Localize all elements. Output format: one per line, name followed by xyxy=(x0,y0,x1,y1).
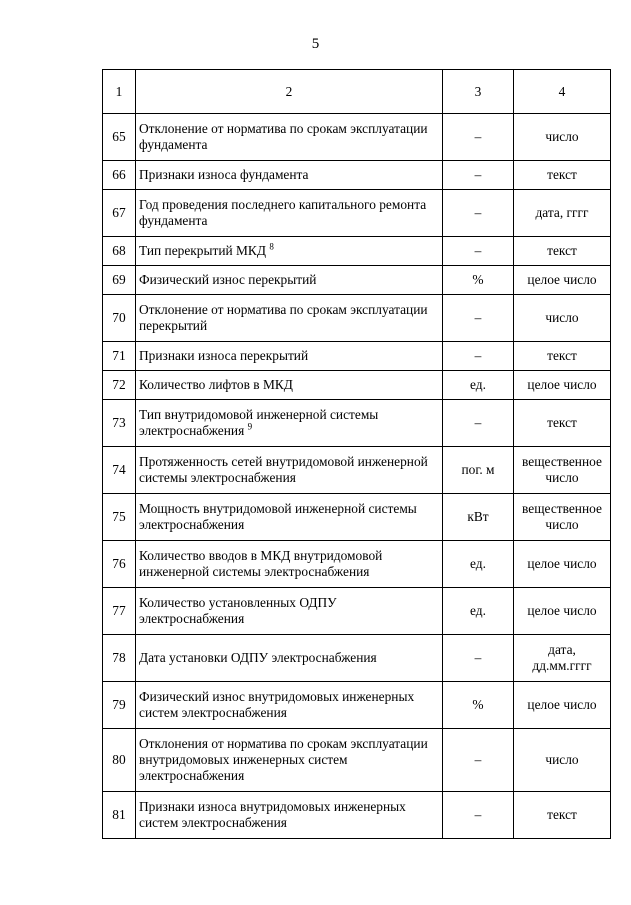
row-description: Количество лифтов в МКД xyxy=(139,377,293,392)
row-description-cell xyxy=(136,371,443,400)
row-description-cell xyxy=(136,237,443,266)
row-description-cell xyxy=(136,342,443,371)
row-description: Тип внутридомовой инженерной системы электроснабжения xyxy=(139,407,379,438)
row-unit: пог. м xyxy=(443,447,514,494)
row-number: 73 xyxy=(103,400,136,447)
table-row xyxy=(103,237,611,266)
table-row xyxy=(103,190,611,237)
row-description-cell xyxy=(136,447,443,494)
table-row xyxy=(103,447,611,494)
row-description: Физический износ внутридомовых инженерных систем электроснабжения xyxy=(139,689,415,720)
row-unit: ед. xyxy=(443,588,514,635)
row-number: 78 xyxy=(103,635,136,682)
row-data-type: целое число xyxy=(514,266,611,295)
row-description: Физический износ перекрытий xyxy=(139,272,317,287)
row-description: Мощность внутридомовой инженерной системы электроснабжения xyxy=(139,501,417,532)
row-data-type: число xyxy=(514,114,611,161)
table-row xyxy=(103,161,611,190)
table-row xyxy=(103,295,611,342)
row-description-cell xyxy=(136,682,443,729)
row-number: 75 xyxy=(103,494,136,541)
row-unit: – xyxy=(443,729,514,792)
row-description: Год проведения последнего капитального ремонта фундамента xyxy=(139,197,427,228)
row-unit: – xyxy=(443,400,514,447)
row-description-cell xyxy=(136,295,443,342)
row-number: 72 xyxy=(103,371,136,400)
table-row xyxy=(103,792,611,839)
row-description-cell xyxy=(136,792,443,839)
table-row xyxy=(103,541,611,588)
row-number: 68 xyxy=(103,237,136,266)
row-description-cell xyxy=(136,494,443,541)
row-description-cell xyxy=(136,114,443,161)
row-data-type: текст xyxy=(514,237,611,266)
row-unit: – xyxy=(443,342,514,371)
row-unit: – xyxy=(443,295,514,342)
row-unit: – xyxy=(443,635,514,682)
row-description: Количество установленных ОДПУ электроснабжения xyxy=(139,595,337,626)
row-data-type: текст xyxy=(514,400,611,447)
row-description-cell xyxy=(136,161,443,190)
row-unit: % xyxy=(443,682,514,729)
table-row xyxy=(103,494,611,541)
row-description: Отклонение от норматива по срокам эксплуатации фундамента xyxy=(139,121,428,152)
row-description: Дата установки ОДПУ электроснабжения xyxy=(139,650,377,665)
row-number: 70 xyxy=(103,295,136,342)
row-data-type: целое число xyxy=(514,541,611,588)
row-data-type: дата, дд.мм.гггг xyxy=(514,635,611,682)
row-unit: % xyxy=(443,266,514,295)
row-data-type: целое число xyxy=(514,682,611,729)
row-description: Тип перекрытий МКД xyxy=(139,243,266,258)
row-number: 71 xyxy=(103,342,136,371)
row-description-cell xyxy=(136,635,443,682)
table-row xyxy=(103,588,611,635)
table-row xyxy=(103,342,611,371)
row-data-type: целое число xyxy=(514,371,611,400)
row-number: 77 xyxy=(103,588,136,635)
row-data-type: вещественное число xyxy=(514,447,611,494)
row-description: Отклонение от норматива по срокам эксплуатации перекрытий xyxy=(139,302,428,333)
row-description-cell xyxy=(136,588,443,635)
row-unit: – xyxy=(443,792,514,839)
table-row xyxy=(103,729,611,792)
row-number: 67 xyxy=(103,190,136,237)
row-unit: ед. xyxy=(443,541,514,588)
row-description: Отклонения от норматива по срокам эксплуатации внутридомовых инженерных систем электроснабжения xyxy=(139,736,428,783)
table-row xyxy=(103,400,611,447)
row-number: 79 xyxy=(103,682,136,729)
table-row xyxy=(103,635,611,682)
row-number: 80 xyxy=(103,729,136,792)
row-number: 69 xyxy=(103,266,136,295)
table-header-row xyxy=(103,70,611,114)
row-unit: кВт xyxy=(443,494,514,541)
row-data-type: текст xyxy=(514,161,611,190)
table-row xyxy=(103,114,611,161)
row-number: 74 xyxy=(103,447,136,494)
footnote-ref: 9 xyxy=(247,421,253,432)
table-row xyxy=(103,682,611,729)
table-row xyxy=(103,371,611,400)
row-data-type: число xyxy=(514,729,611,792)
row-number: 66 xyxy=(103,161,136,190)
row-unit: ед. xyxy=(443,371,514,400)
row-unit: – xyxy=(443,161,514,190)
data-table xyxy=(102,69,611,839)
row-unit: – xyxy=(443,190,514,237)
row-number: 76 xyxy=(103,541,136,588)
row-data-type: текст xyxy=(514,342,611,371)
row-data-type: число xyxy=(514,295,611,342)
column-header-4: 4 xyxy=(514,70,611,114)
page-number: 5 xyxy=(311,36,320,52)
row-data-type: текст xyxy=(514,792,611,839)
row-unit: – xyxy=(443,237,514,266)
row-data-type: целое число xyxy=(514,588,611,635)
footnote-ref: 8 xyxy=(269,241,274,252)
row-description-cell xyxy=(136,400,443,447)
row-data-type: вещественное число xyxy=(514,494,611,541)
row-data-type: дата, гггг xyxy=(514,190,611,237)
row-description-cell xyxy=(136,541,443,588)
row-number: 65 xyxy=(103,114,136,161)
row-description: Протяженность сетей внутридомовой инженерной системы электроснабжения xyxy=(139,454,428,485)
row-description: Признаки износа фундамента xyxy=(139,167,309,182)
column-header-3: 3 xyxy=(443,70,514,114)
row-unit: – xyxy=(443,114,514,161)
table-row xyxy=(103,266,611,295)
row-number: 81 xyxy=(103,792,136,839)
row-description-cell xyxy=(136,190,443,237)
row-description: Признаки износа перекрытий xyxy=(139,348,309,363)
column-header-2: 2 xyxy=(136,70,443,114)
row-description-cell xyxy=(136,729,443,792)
row-description-cell xyxy=(136,266,443,295)
column-header-1: 1 xyxy=(103,70,136,114)
row-description: Признаки износа внутридомовых инженерных систем электроснабжения xyxy=(139,799,406,830)
row-description: Количество вводов в МКД внутридомовой инженерной системы электроснабжения xyxy=(139,548,383,579)
